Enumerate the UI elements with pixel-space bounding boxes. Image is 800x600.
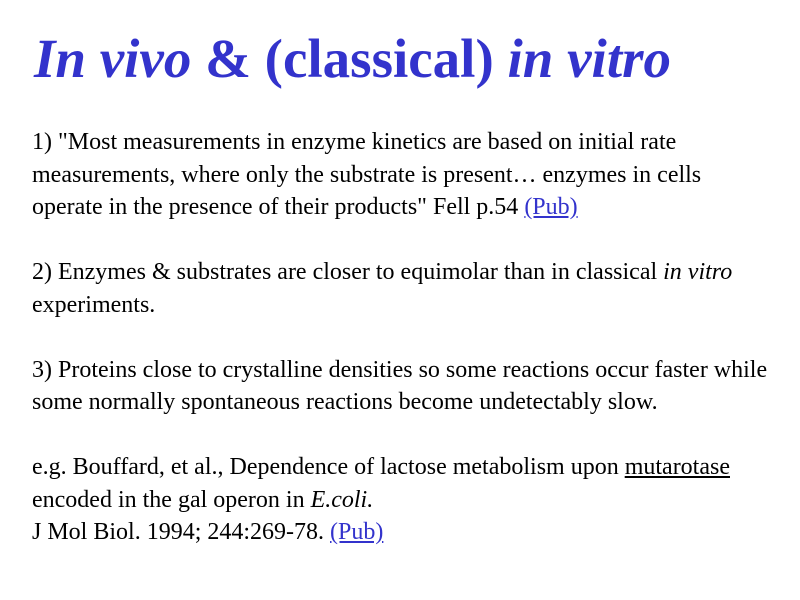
point-3-text: 3) Proteins close to crystalline densities so some reactions occur faster while some normally spontaneous reactions become undetectably slow. bbox=[32, 356, 768, 415]
point-3 bbox=[32, 354, 772, 419]
slide-body bbox=[32, 126, 772, 549]
example-reference bbox=[32, 451, 772, 549]
slide-title bbox=[34, 24, 671, 94]
pub-link-2[interactable]: (Pub) bbox=[330, 519, 384, 545]
point-2 bbox=[32, 256, 772, 321]
title-in-vivo: In vivo bbox=[34, 28, 192, 89]
point-2-in-vitro: in vitro bbox=[663, 259, 733, 285]
pub-link-1[interactable]: (Pub) bbox=[524, 194, 578, 220]
title-in-vitro: in vitro bbox=[507, 28, 672, 89]
ecoli-term: E.coli. bbox=[310, 486, 374, 513]
point-2-text-after: experiments. bbox=[32, 291, 156, 318]
mutarotase-term: mutarotase bbox=[624, 454, 730, 480]
point-1 bbox=[32, 126, 772, 224]
reference-text-mid: encoded in the gal operon in bbox=[32, 486, 311, 513]
point-2-text-before: 2) Enzymes & substrates are closer to equimolar than in classical bbox=[32, 259, 664, 285]
reference-text-before: e.g. Bouffard, et al., Dependence of lactose metabolism upon bbox=[32, 454, 625, 480]
point-1-text: 1) "Most measurements in enzyme kinetics are based on initial rate measurements, where only the substrate is present… enzymes in cells operate in the presence of their products" Fell p.54 bbox=[32, 129, 702, 220]
title-classical: & (classical) bbox=[191, 28, 508, 89]
journal-citation: J Mol Biol. 1994; 244:269-78. bbox=[32, 519, 331, 545]
